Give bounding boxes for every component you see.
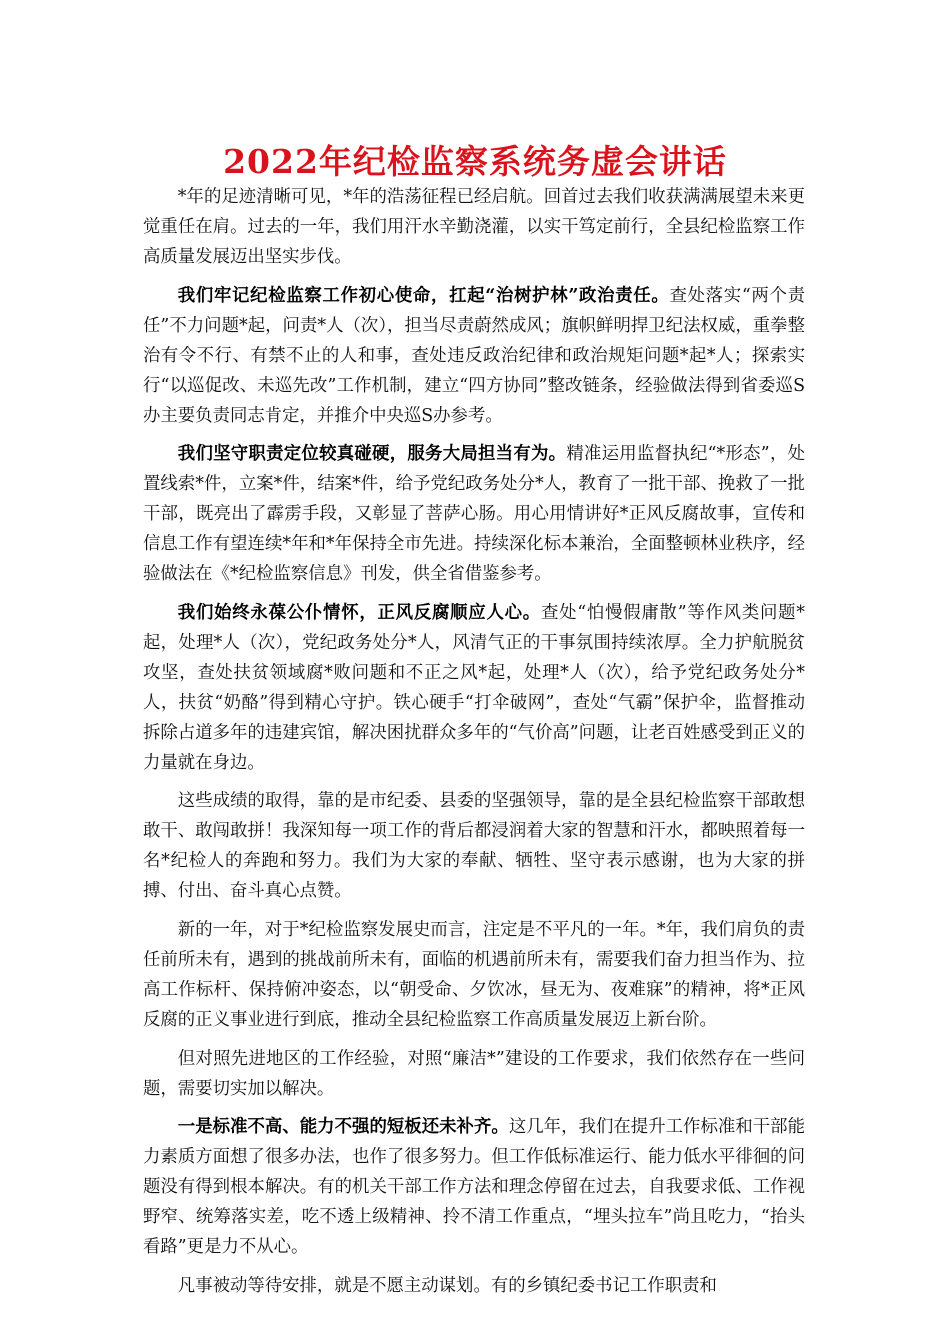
paragraph-lead: 我们牢记纪检监察工作初心使命，扛起“治树护林”政治责任。 [177,285,670,306]
paragraph-text: 凡事被动等待安排，就是不愿主动谋划。有的乡镇纪委书记工作职责和 [177,1275,717,1296]
paragraph-text: 这几年，我们在提升工作标准和干部能力素质方面想了很多办法，也作了很多努力。但工作低标准运行、能力低水平徘徊的问题没有得到根本解决。有的机关干部工作方法和理念停留在过去，自我要求低、工作视野窄、统筹落实差，吃不透上级精神、拎不清工作重点，“埋头拉车”尚且吃力，“抬头看路”更是力不从心。 [143,1117,805,1258]
paragraph-text: 新的一年，对于*纪检监察发展史而言，注定是不平凡的一年。*年，我们肩负的责任前所未有，遇到的挑战前所未有，面临的机遇前所未有，需要我们奋力担当作为、拉高工作标杆、保持俯冲姿态，以“朝受命、夕饮冰，昼无为、夜难寐”的精神，将*正风反腐的正义事业进行到底，推动全县纪检监察工作高质量发展迈上新台阶。 [143,919,805,1030]
paragraph-text: 查处“怕慢假庸散”等作风类问题*起，处理*人（次），党纪政务处分*人，风清气正的干事氛围持续浓厚。全力护航脱贫攻坚，查处扶贫领域腐*败问题和不正之风*起，处理*人（次），给予党纪政务处分*人，扶贫“奶酪”得到精心守护。铁心硬手“打伞破网”，查处“气霸”保护伞，监督推动拆除占道多年的违建宾馆，解决困扰群众多年的“气价高”问题，让老百姓感受到正义的力量就在身边。 [143,602,805,773]
paragraph-lead: 一是标准不高、能力不强的短板还未补齐。 [177,1117,509,1138]
paragraph-4 [143,598,805,778]
document-title: 2022年纪检监察系统务虚会讲话 [223,142,727,181]
paragraph-text: *年的足迹清晰可见，*年的浩荡征程已经启航。回首过去我们收获满满展望未来更觉重任在肩。过去的一年，我们用汗水辛勤浇灌，以实干笃定前行，全县纪检监察工作高质量发展迈出坚实步伐。 [143,187,805,267]
paragraph-8 [143,1112,805,1262]
paragraph-text: 但对照先进地区的工作经验，对照“廉洁*”建设的工作要求，我们依然存在一些问题，需要切实加以解决。 [143,1048,805,1099]
paragraph-text: 精准运用监督执纪“*形态”，处置线索*件，立案*件，结案*件，给予党纪政务处分*人，教育了一批干部、挽救了一批干部，既亮出了霹雳手段，又彰显了菩萨心肠。用心用情讲好*正风反腐故事，宣传和信息工作有望连续*年和*年保持全市先进。持续深化标本兼治，全面整顿林业秩序，经验做法在《*纪检监察信息》刊发，供全省借鉴参考。 [143,444,805,585]
paragraph-7 [143,1044,805,1104]
paragraph-text: 这些成绩的取得，靠的是市纪委、县委的坚强领导，靠的是全县纪检监察干部敢想敢干、敢闯敢拼！我深知每一项工作的背后都浸润着大家的智慧和汗水，都映照着每一名*纪检人的奔跑和努力。我们为大家的奉献、牺牲、坚守表示感谢，也为大家的拼搏、付出、奋斗真心点赞。 [143,791,805,902]
paragraph-5 [143,786,805,906]
paragraph-2 [143,281,805,431]
paragraph-9 [143,1271,805,1301]
paragraph-text: 查处落实“两个责任”不力问题*起，问责*人（次），担当尽责蔚然成风；旗帜鲜明捍卫纪法权威，重拳整治有令不行、有禁不止的人和事，查处违反政治纪律和政治规矩问题*起*人；探索实行“以巡促改、未巡先改”工作机制，建立“四方协同”整改链条，经验做法得到省委巡S办主要负责同志肯定，并推介中央巡S办参考。 [143,285,805,426]
paragraph-lead: 我们始终永葆公仆情怀，正风反腐顺应人心。 [177,602,541,623]
paragraph-3 [143,439,805,589]
paragraph-6 [143,915,805,1035]
paragraph-lead: 我们坚守职责定位较真碰硬，服务大局担当有为。 [177,444,567,465]
document-body [143,182,805,1309]
paragraph-1 [143,182,805,272]
